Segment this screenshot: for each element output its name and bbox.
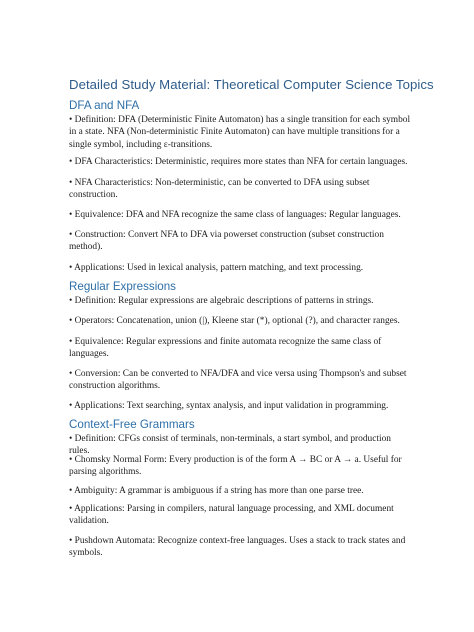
bullet-cfg-chomsky-normal-form: • Chomsky Normal Form: Every production is of the form A → BC or A → a. Useful for parsing algorithms. [69,455,402,478]
bullet-regex-applications: • Applications: Text searching, syntax analysis, and input validation in programming. [69,401,389,411]
bullet-regex-definition: • Definition: Regular expressions are algebraic descriptions of patterns in strings. [69,296,374,306]
document-title: Detailed Study Material: Theoretical Computer Science Topics [69,77,434,92]
bullet-cfg-ambiguity: • Ambiguity: A grammar is ambiguous if a string has more than one parse tree. [69,486,364,496]
bullet-dfa-characteristics: • DFA Characteristics: Deterministic, requires more states than NFA for certain languages. [69,157,408,167]
bullet-nfa-characteristics: • NFA Characteristics: Non-deterministic, can be converted to DFA using subset construction. [69,178,370,201]
bullet-regex-equivalence: • Equivalence: Regular expressions and finite automata recognize the same class of languages. [69,337,382,360]
bullet-dfa-nfa-applications: • Applications: Used in lexical analysis, pattern matching, and text processing. [69,263,364,273]
bullet-regex-conversion: • Conversion: Can be converted to NFA/DFA and vice versa using Thompson's and subset construction algorithms. [69,369,407,392]
bullet-cfg-pushdown-automata: • Pushdown Automata: Recognize context-free languages. Uses a stack to track states and symbols. [69,536,406,559]
bullet-cfg-applications: • Applications: Parsing in compilers, natural language processing, and XML document validation. [69,504,394,527]
bullet-dfa-nfa-equivalence: • Equivalence: DFA and NFA recognize the same class of languages: Regular languages. [69,210,401,220]
bullet-dfa-nfa-construction: • Construction: Convert NFA to DFA via powerset construction (subset construction method). [69,230,384,253]
bullet-dfa-nfa-definition: • Definition: DFA (Deterministic Finite Automaton) has a single transition for each symbol in a state. NFA (Non-deterministic Finite Automaton) can have multiple transitions for a single symbol, including ε-transitions. [69,115,411,150]
bullet-cfg-definition: • Definition: CFGs consist of terminals, non-terminals, a start symbol, and production rules. [69,434,391,457]
section-heading-dfa-nfa: DFA and NFA [69,99,140,112]
section-heading-regular-expressions: Regular Expressions [69,280,176,293]
bullet-regex-operators: • Operators: Concatenation, union (|), Kleene star (*), optional (?), and character ranges. [69,316,400,326]
section-heading-context-free-grammars: Context-Free Grammars [69,418,195,431]
